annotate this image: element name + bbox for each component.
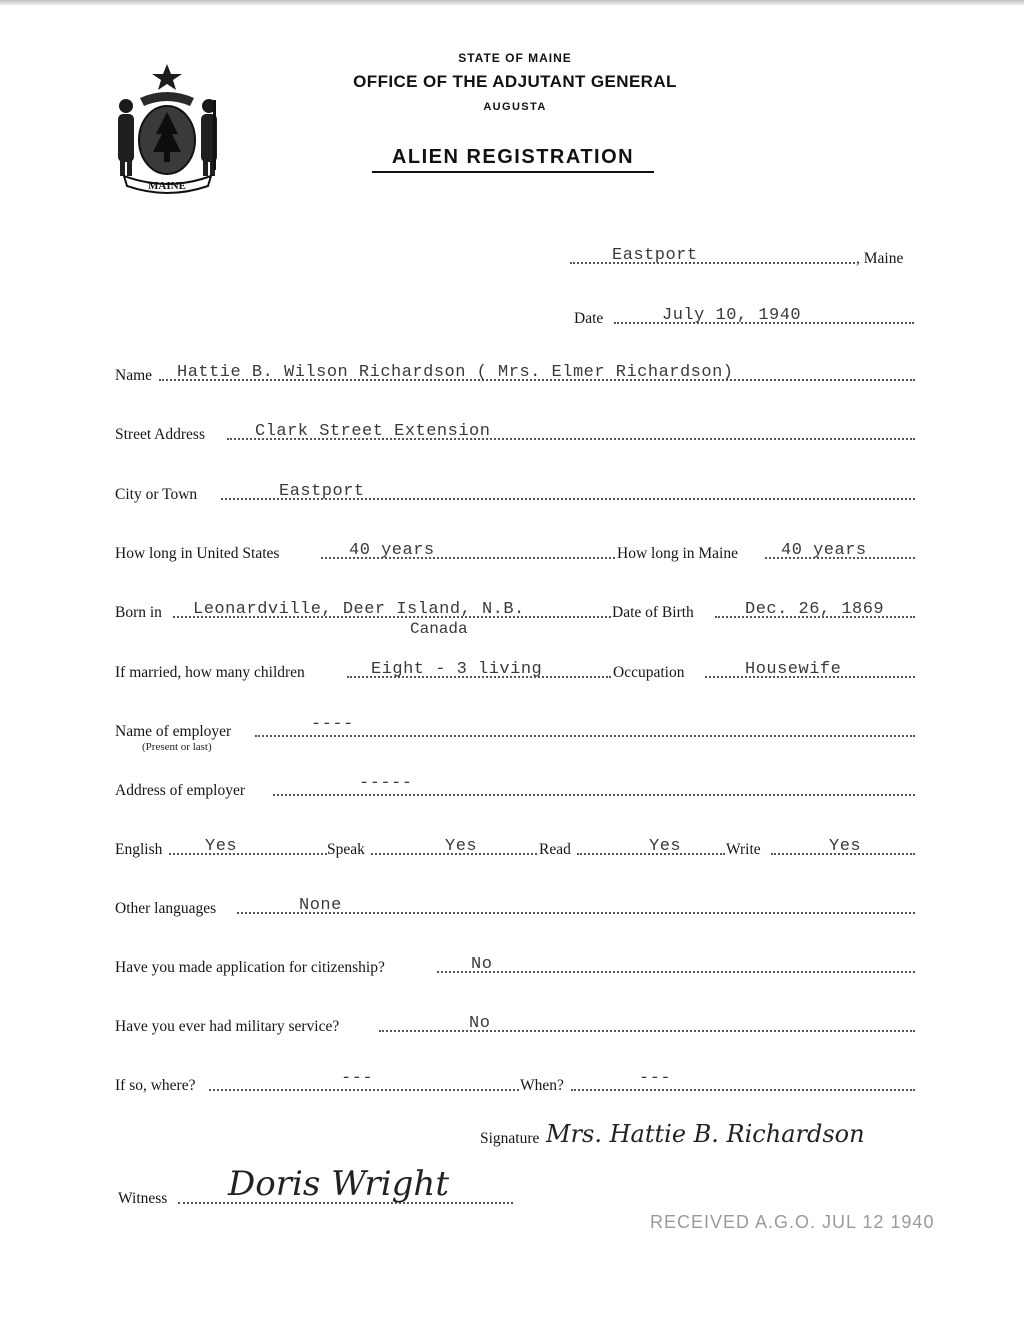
children-row <box>115 654 915 684</box>
header-office: OFFICE OF THE ADJUTANT GENERAL <box>353 72 677 91</box>
service-location-row <box>115 1067 915 1097</box>
header-city: AUGUSTA <box>483 101 547 113</box>
date-value: July 10, 1940 <box>662 306 802 325</box>
employer-address-row <box>115 772 915 802</box>
citizenship-label: Have you made application for citizenship? <box>115 959 385 976</box>
state-seal-icon <box>110 60 225 195</box>
employer-address-label: Address of employer <box>115 782 245 799</box>
name-row <box>115 357 915 387</box>
us-duration-value: 40 years <box>349 541 435 560</box>
citizenship-value: No <box>471 955 493 974</box>
scan-edge <box>0 0 1024 6</box>
employer-value: ---- <box>311 715 354 734</box>
seal-word: MAINE <box>148 180 186 192</box>
write-label: Write <box>726 841 761 858</box>
place-value: Eastport <box>612 246 698 265</box>
english-value: Yes <box>205 837 238 856</box>
street-row <box>115 416 915 446</box>
speak-label: Speak <box>327 841 365 858</box>
employer-sublabel: (Present or last) <box>142 741 212 753</box>
signature-label: Signature <box>480 1130 540 1147</box>
received-stamp: RECEIVED A.G.O. JUL 12 1940 <box>650 1212 935 1232</box>
place-row <box>570 240 915 270</box>
born-country: Canada <box>410 620 468 638</box>
other-languages-label: Other languages <box>115 900 217 917</box>
dob-value: Dec. 26, 1869 <box>745 600 885 619</box>
write-value: Yes <box>829 837 862 856</box>
name-label: Name <box>115 367 153 384</box>
city-label: City or Town <box>115 486 198 503</box>
maine-duration-label: How long in Maine <box>617 545 738 562</box>
signature-value: Mrs. Hattie B. Richardson <box>546 1120 865 1148</box>
employer-address-value: ----- <box>359 774 413 793</box>
signature-row <box>480 1120 915 1150</box>
other-languages-value: None <box>299 896 342 915</box>
english-label: English <box>115 841 163 858</box>
born-value: Leonardville, Deer Island, N.B. <box>193 600 525 619</box>
dob-label: Date of Birth <box>612 604 694 621</box>
us-duration-label: How long in United States <box>115 545 280 562</box>
where-label: If so, where? <box>115 1077 196 1094</box>
occupation-value: Housewife <box>745 660 842 679</box>
military-value: No <box>469 1014 491 1033</box>
birth-row <box>115 594 915 624</box>
read-label: Read <box>539 841 571 858</box>
language-row <box>115 831 915 861</box>
children-value: Eight - 3 living <box>371 660 543 679</box>
when-value: --- <box>639 1069 672 1088</box>
other-languages-row <box>115 890 915 920</box>
children-label: If married, how many children <box>115 664 305 681</box>
occupation-label: Occupation <box>613 664 685 681</box>
witness-signature: Doris Wright <box>228 1164 449 1204</box>
date-row <box>574 300 914 330</box>
form-title: ALIEN REGISTRATION <box>372 146 654 173</box>
citizenship-row <box>115 949 915 979</box>
born-label: Born in <box>115 604 162 621</box>
place-suffix: , Maine <box>856 250 904 267</box>
name-value: Hattie B. Wilson Richardson ( Mrs. Elmer Richardson) <box>177 363 734 382</box>
speak-value: Yes <box>445 837 478 856</box>
when-label: When? <box>520 1077 564 1094</box>
employer-label: Name of employer <box>115 723 232 740</box>
duration-row <box>115 535 915 565</box>
read-value: Yes <box>649 837 682 856</box>
where-value: --- <box>341 1069 374 1088</box>
street-value: Clark Street Extension <box>255 422 491 441</box>
header-state: STATE OF MAINE <box>458 51 572 65</box>
city-value: Eastport <box>279 482 365 501</box>
witness-row <box>118 1164 513 1210</box>
military-row <box>115 1008 915 1038</box>
witness-label: Witness <box>118 1190 168 1207</box>
city-row <box>115 476 915 506</box>
military-label: Have you ever had military service? <box>115 1018 340 1035</box>
street-label: Street Address <box>115 426 205 443</box>
date-label: Date <box>574 310 604 327</box>
employer-row <box>115 713 915 743</box>
maine-duration-value: 40 years <box>781 541 867 560</box>
